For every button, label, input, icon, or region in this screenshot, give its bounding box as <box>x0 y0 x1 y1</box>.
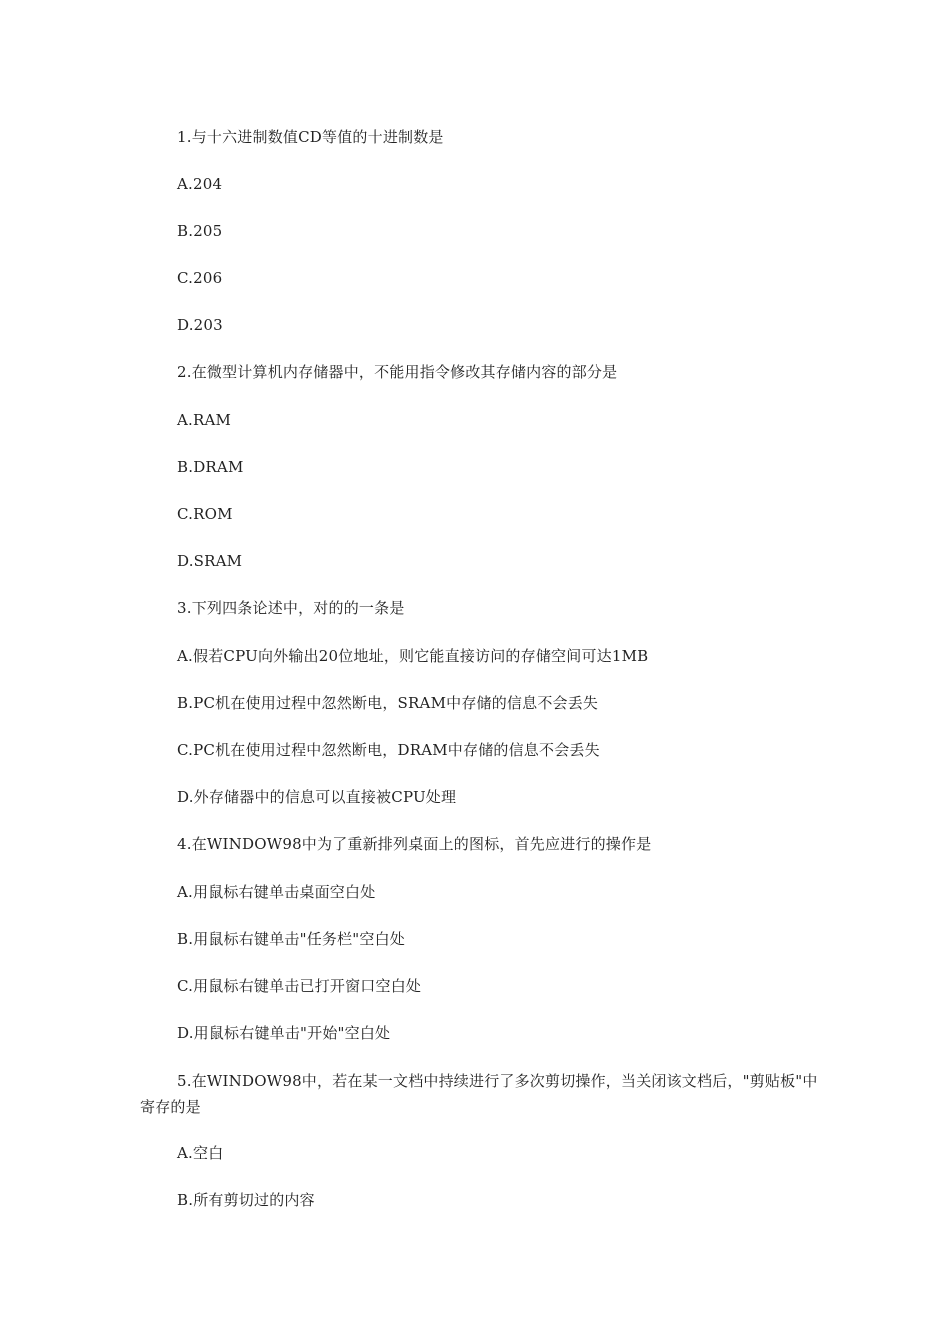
question-4-option-d: D.用鼠标右键单击"开始"空白处 <box>177 1024 391 1042</box>
question-3-option-b: B.PC机在使用过程中忽然断电，SRAM中存储的信息不会丢失 <box>177 694 599 712</box>
question-2-option-b: B.DRAM <box>177 458 244 476</box>
question-1-option-b: B.205 <box>177 222 223 240</box>
question-1-option-c: C.206 <box>177 269 223 287</box>
question-3-option-d: D.外存储器中的信息可以直接被CPU处理 <box>177 788 457 806</box>
question-2-option-d: D.SRAM <box>177 552 243 570</box>
question-5-option-b: B.所有剪切过的内容 <box>177 1191 315 1209</box>
question-4-option-b: B.用鼠标右键单击"任务栏"空白处 <box>177 930 405 948</box>
question-5-option-a: A.空白 <box>177 1144 224 1162</box>
question-1-option-d: D.203 <box>177 316 223 334</box>
question-2-text: 2.在微型计算机内存储器中，不能用指令修改其存储内容的部分是 <box>177 363 618 381</box>
question-4-option-a: A.用鼠标右键单击桌面空白处 <box>177 883 376 901</box>
question-2-option-a: A.RAM <box>177 411 232 429</box>
question-4-option-c: C.用鼠标右键单击已打开窗口空白处 <box>177 977 422 995</box>
question-3-option-a: A.假若CPU向外输出20位地址，则它能直接访问的存储空间可达1MB <box>177 647 649 665</box>
question-4-text: 4.在WINDOW98中为了重新排列桌面上的图标，首先应进行的操作是 <box>177 835 652 853</box>
question-1-text: 1.与十六进制数值CD等值的十进制数是 <box>177 128 444 146</box>
question-5-text: 5.在WINDOW98中，若在某一文档中持续进行了多次剪切操作，当关闭该文档后，"剪贴板"中寄存的是 <box>140 1072 818 1116</box>
question-1-option-a: A.204 <box>177 175 223 193</box>
question-2-option-c: C.ROM <box>177 505 233 523</box>
question-3-text: 3.下列四条论述中，对的的一条是 <box>177 599 405 617</box>
question-3-option-c: C.PC机在使用过程中忽然断电，DRAM中存储的信息不会丢失 <box>177 741 600 759</box>
